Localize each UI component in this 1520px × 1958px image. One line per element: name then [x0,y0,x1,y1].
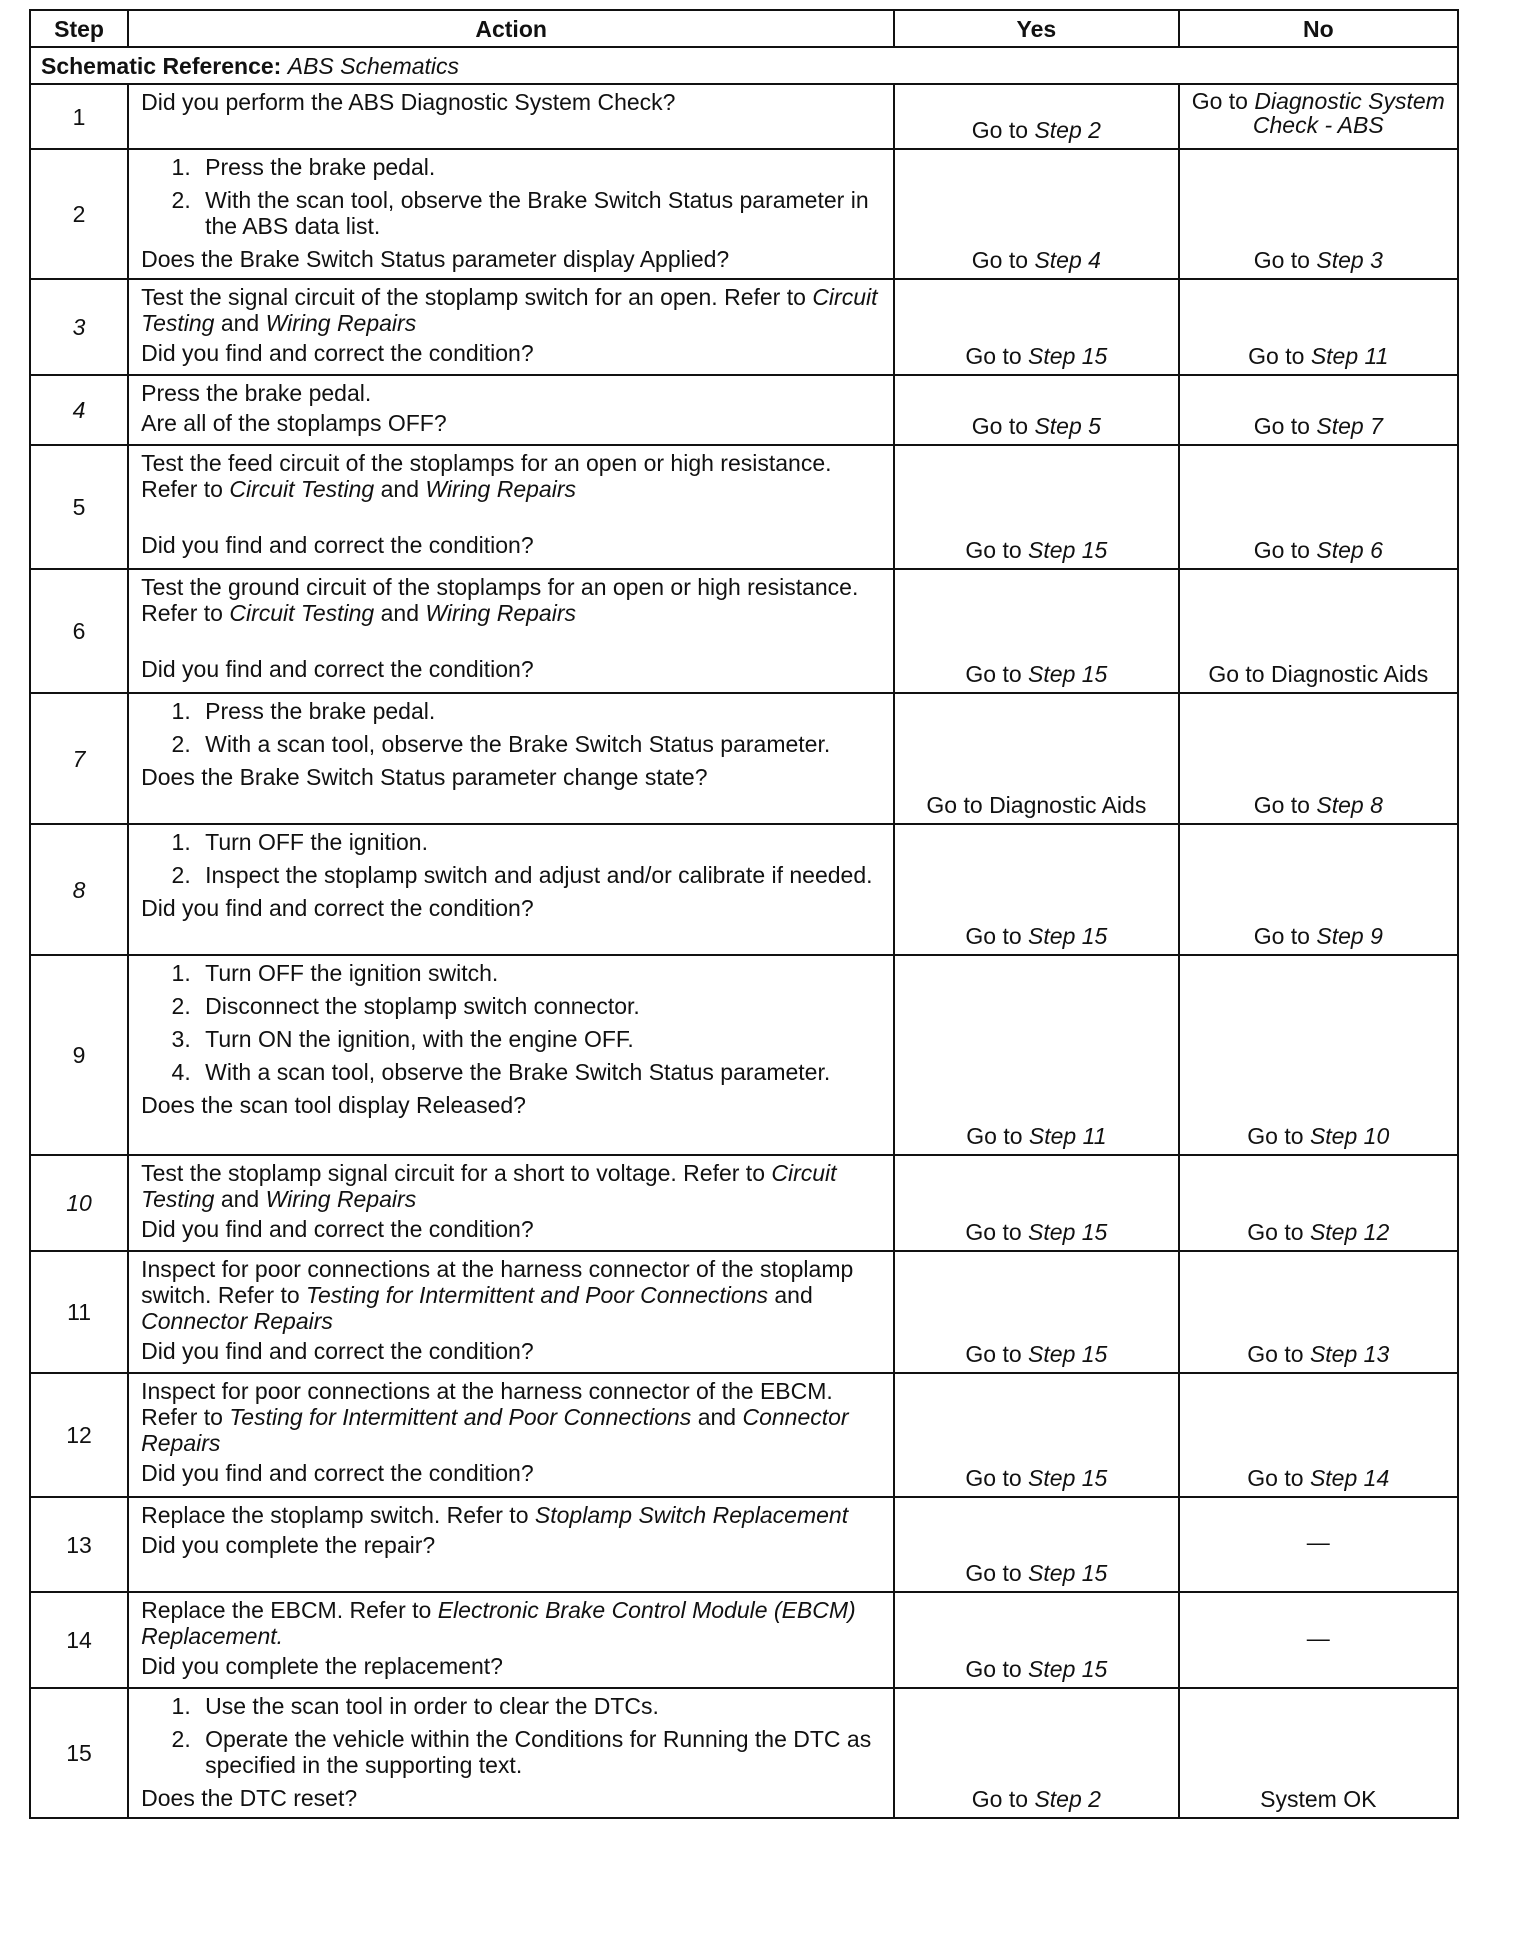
header-yes: Yes [894,10,1178,47]
reference-link[interactable]: Circuit Testing [229,476,375,502]
table-row [30,1155,1458,1251]
question: Did you complete the replacement? [141,1653,503,1679]
no-cell [1179,569,1458,693]
header-row [30,10,1458,47]
step-number: 14 [30,1592,128,1688]
list-item: 1. Press the brake pedal. [197,154,887,180]
yes-cell: Go to Step 15 [894,1373,1178,1497]
action-text: Inspect for poor connections at the harness connector of the stoplamp switch. Refer to Testing for Intermittent and Poor Connections and Connector Repairs [141,1256,854,1334]
action-list [141,1693,887,1778]
no-cell: Go to Diagnostic System Check - ABS [1179,84,1458,149]
action-cell [128,693,894,824]
question: Did you find and correct the condition? [141,895,534,921]
step-number: 2 [30,149,128,279]
action-text: Inspect for poor connections at the harness connector of the EBCM. Refer to Testing for Intermittent and Poor Connections and Connector Repairs [141,1378,849,1456]
no-dash: — [1306,1624,1330,1651]
list-item: 2. Operate the vehicle within the Conditions for Running the DTC as specified in the supporting text. [197,1726,887,1778]
action-cell [128,149,894,279]
table-row [30,375,1458,445]
list-item: 2. With the scan tool, observe the Brake Switch Status parameter in the ABS data list. [197,187,887,239]
no-cell: Go to Step 9 [1179,824,1458,955]
no-cell: Go to Step 3 [1179,149,1458,279]
action-text: Replace the EBCM. Refer to Electronic Brake Control Module (EBCM) Replacement. [141,1597,856,1649]
question: Did you complete the repair? [141,1532,436,1558]
step-number: 7 [30,693,128,824]
question: Did you perform the ABS Diagnostic System Check? [141,89,676,115]
action-text: Test the ground circuit of the stoplamps for an open or high resistance. Refer to Circuit Testing and Wiring Repairs [141,574,859,626]
yes-cell: Go to Step 5 [894,375,1178,445]
list-item: 1. Turn OFF the ignition. [197,829,887,855]
yes-step-link[interactable]: 11 [1082,1123,1107,1149]
no-step-link[interactable]: 12 [1363,1219,1390,1245]
action-cell [128,824,894,955]
step-number: 15 [30,1688,128,1818]
step-number: 9 [30,955,128,1155]
header-step: Step [30,10,128,47]
yes-step-link[interactable]: 2 [1088,1786,1101,1812]
reference-link[interactable]: Stoplamp Switch Replacement [534,1502,849,1528]
reference-link[interactable]: Wiring Repairs [425,600,576,626]
yes-cell: Go to Step 15 [894,1592,1178,1688]
yes-cell: Go to Step 15 [894,1497,1178,1592]
no-cell: Go to Step 11 [1179,279,1458,375]
table-row [30,279,1458,375]
action-cell [128,1497,894,1592]
action-list [141,698,887,757]
list-item: 2. Disconnect the stoplamp switch connector. [197,993,887,1019]
yes-step-link[interactable]: 5 [1088,413,1101,439]
yes-step-link[interactable]: 4 [1088,247,1101,273]
yes-cell: Go to Step 15 [894,1155,1178,1251]
no-step-link[interactable]: 9 [1370,923,1383,949]
yes-step-link[interactable]: 15 [1081,1341,1108,1367]
yes-step-link[interactable]: 15 [1081,1560,1108,1586]
no-cell: Go to Step 14 [1179,1373,1458,1497]
action-cell [128,1155,894,1251]
no-step-link[interactable]: 3 [1370,247,1383,273]
yes-cell: Go to Step 15 [894,1251,1178,1373]
no-cell [1179,1592,1458,1688]
no-cell: Go to Step 8 [1179,693,1458,824]
no-step-link[interactable]: 6 [1370,537,1383,563]
no-step-link[interactable]: 13 [1363,1341,1390,1367]
no-cell [1179,1497,1458,1592]
table-row [30,149,1458,279]
header-no: No [1179,10,1458,47]
action-text: Test the signal circuit of the stoplamp switch for an open. Refer to Circuit Testing and Wiring Repairs [141,284,878,336]
yes-cell: Go to Step 4 [894,149,1178,279]
no-cell [1179,1688,1458,1818]
reference-link[interactable]: Connector Repairs [141,1308,333,1334]
action-cell [128,279,894,375]
action-cell [128,1688,894,1818]
no-cell: Go to Step 13 [1179,1251,1458,1373]
action-text: Press the brake pedal. [141,380,372,406]
table-row [30,693,1458,824]
reference-link[interactable]: Connector Repairs [141,1404,849,1456]
table-row [30,1251,1458,1373]
table-row [30,1592,1458,1688]
no-dash: — [1306,1529,1330,1555]
action-cell [128,569,894,693]
no-result: System OK [1260,1786,1377,1812]
action-list [141,154,887,239]
yes-cell: Go to Step 2 [894,1688,1178,1818]
schematic-row [30,47,1458,84]
step-number: 10 [30,1155,128,1251]
reference-link[interactable]: Wiring Repairs [425,476,576,502]
step-number: 8 [30,824,128,955]
yes-cell: Go to Step 2 [894,84,1178,149]
action-cell [128,955,894,1155]
no-cell: Go to Step 7 [1179,375,1458,445]
reference-link[interactable]: Testing for Intermittent and Poor Connections [306,1282,768,1308]
schematic-reference [30,47,1458,84]
question: Does the DTC reset? [141,1785,358,1811]
yes-cell: Go to Step 15 [894,824,1178,955]
reference-link[interactable]: Wiring Repairs [265,1186,417,1212]
yes-cell: Go to Step 15 [894,279,1178,375]
table-row [30,569,1458,693]
action-cell [128,1251,894,1373]
reference-link[interactable]: Electronic Brake Control Module (EBCM) Replacement. [141,1597,856,1649]
header-action: Action [128,10,894,47]
yes-step-link[interactable]: 15 [1081,1656,1108,1682]
action-cell [128,84,894,149]
question: Did you find and correct the condition? [141,1460,534,1486]
list-item: 4. With a scan tool, observe the Brake Switch Status parameter. [197,1059,887,1085]
no-link[interactable]: Go to Diagnostic Aids [1208,661,1429,687]
yes-step-link[interactable]: 15 [1081,1465,1108,1491]
question: Did you find and correct the condition? [141,1338,534,1364]
action-cell [128,445,894,569]
list-item: 1. Use the scan tool in order to clear the DTCs. [197,1693,887,1719]
list-item: 1. Turn OFF the ignition switch. [197,960,887,986]
yes-step-link[interactable]: 2 [1088,117,1101,143]
table-row [30,1373,1458,1497]
yes-step-link[interactable]: 15 [1081,1219,1108,1245]
step-number: 5 [30,445,128,569]
table-row [30,84,1458,149]
table-row [30,1497,1458,1592]
yes-step-link[interactable]: 15 [1081,923,1108,949]
question: Does the Brake Switch Status parameter change state? [141,764,708,790]
action-list [141,829,887,888]
step-number: 13 [30,1497,128,1592]
question: Did you find and correct the condition? [141,1216,534,1242]
action-text: Test the feed circuit of the stoplamps for an open or high resistance. Refer to Circuit Testing and Wiring Repairs [141,450,832,502]
yes-step-link[interactable]: 15 [1081,661,1108,687]
reference-link[interactable]: Testing for Intermittent and Poor Connections [229,1404,692,1430]
question: Did you find and correct the condition? [141,532,534,558]
step-number: 3 [30,279,128,375]
step-number: 1 [30,84,128,149]
action-cell [128,1592,894,1688]
yes-step-link[interactable]: 15 [1081,537,1108,563]
action-text: Replace the stoplamp switch. Refer to Stoplamp Switch Replacement [141,1502,849,1528]
reference-link[interactable]: Circuit Testing [229,600,375,626]
question: Does the scan tool display Released? [141,1092,526,1118]
reference-link[interactable]: Circuit Testing [141,284,878,336]
table-row [30,1688,1458,1818]
diagnostic-table [29,9,1459,1819]
no-step-link[interactable]: 11 [1364,343,1389,369]
list-item: 3. Turn ON the ignition, with the engine OFF. [197,1026,887,1052]
list-item: 1. Press the brake pedal. [197,698,887,724]
action-cell [128,1373,894,1497]
question: Are all of the stoplamps OFF? [141,410,447,436]
no-step-link[interactable]: 8 [1370,792,1383,818]
no-cell: Go to Step 12 [1179,1155,1458,1251]
table-row [30,955,1458,1155]
yes-cell: Go to Step 11 [894,955,1178,1155]
schematic-value: ABS Schematics [287,52,460,79]
no-step-link[interactable]: 10 [1363,1123,1390,1149]
no-step-link[interactable]: 14 [1363,1465,1390,1491]
no-cell: Go to Step 6 [1179,445,1458,569]
list-item: 2. Inspect the stoplamp switch and adjust and/or calibrate if needed. [197,862,887,888]
step-number: 6 [30,569,128,693]
step-number: 12 [30,1373,128,1497]
reference-link[interactable]: Circuit Testing [141,1160,837,1212]
action-text: Test the stoplamp signal circuit for a short to voltage. Refer to Circuit Testing and Wiring Repairs [141,1160,837,1212]
diagnostic-document [29,9,1459,1819]
table-row [30,445,1458,569]
table-row [30,824,1458,955]
reference-link[interactable]: Wiring Repairs [265,310,417,336]
yes-cell [894,693,1178,824]
action-list [141,960,887,1085]
schematic-label: Schematic Reference: [41,52,282,79]
no-link[interactable]: Diagnostic System Check - ABS [1252,88,1445,138]
yes-cell: Go to Step 15 [894,445,1178,569]
list-item: 2. With a scan tool, observe the Brake Switch Status parameter. [197,731,887,757]
yes-link[interactable]: Go to Diagnostic Aids [926,792,1147,818]
action-cell [128,375,894,445]
step-number: 11 [30,1251,128,1373]
question: Did you find and correct the condition? [141,340,534,366]
yes-cell: Go to Step 15 [894,569,1178,693]
step-number: 4 [30,375,128,445]
question: Does the Brake Switch Status parameter display Applied? [141,246,730,272]
no-step-link[interactable]: 7 [1370,413,1383,439]
no-cell: Go to Step 10 [1179,955,1458,1155]
yes-step-link[interactable]: 15 [1081,343,1108,369]
question: Did you find and correct the condition? [141,656,534,682]
